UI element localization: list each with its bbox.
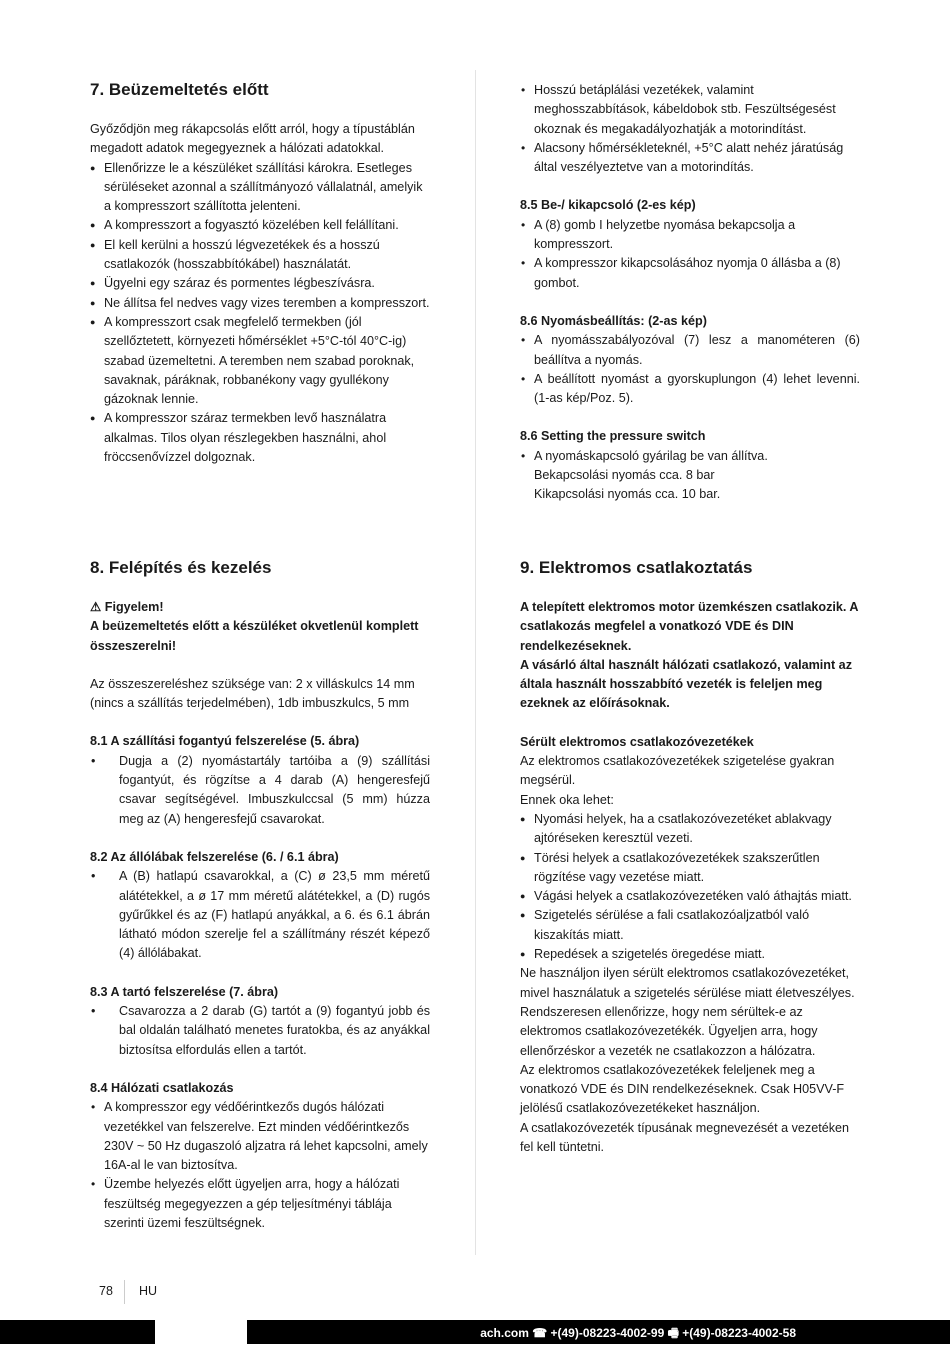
list-item: • A nyomásszabályozóval (7) lesz a manométeren (6) beállítva a nyomás. [520, 331, 860, 370]
list-item: • Hosszú betáplálási vezetékek, valamint meghosszabbítások, kábeldobok stb. Feszültségesést okoznak és megakadályozhatják a motorindítást. [520, 81, 860, 139]
list-item: ● A kompresszort csak megfelelő termekben (jól szellőztetett, környezeti hőmérséklet +5°C-tól 40°C-ig) szabad üzemeltetni. A teremben nem szabad poroknak, savaknak, páráknak, robbanékony vagy gyullékony gázoknak lennie. [90, 313, 430, 409]
damaged-cables-title: Sérült elektromos csatlakozóvezetékek [520, 734, 754, 749]
list-item: • A beállított nyomást a gyorskuplungon (4) lehet levenni. (1-as kép/Poz. 5). [520, 370, 860, 409]
list-item: • A (8) gomb I helyzetbe nyomása bekapcsolja a kompresszort. [520, 216, 860, 255]
switch-on-pressure: Bekapcsolási nyomás cca. 8 bar [534, 468, 715, 483]
section-9-bold-2: A vásárló által használt hálózati csatlakozó, valamint az általa használt hosszabbító vezeték is feleljen meg ezeknek az előírásoknak. [520, 657, 852, 711]
list-item: • Dugja a (2) nyomástartály tartóiba a (9) szállítási fogantyút, és rögzítse a 4 darab (A) hengeresfejű csavar segítségével. Imbuszkulccsal (5 mm) húzza meg az (A) hengeresfejű csavarokat. [90, 752, 430, 829]
section-8-2-title: 8.2 Az állólábak felszerelése (6. / 6.1 ábra) [90, 849, 339, 864]
section-8 [90, 557, 430, 1233]
section-9-bold-1: A telepített elektromos motor üzemkészen csatlakozik. A csatlakozás megfelel a vonatkozó VDE és DIN rendelkezéseknek. [520, 600, 859, 653]
section-8-6-list [520, 331, 860, 408]
list-item: ● Repedések a szigetelés öregedése miatt. [520, 945, 860, 964]
section-8-5-title: 8.5 Be-/ kikapcsoló (2-es kép) [520, 198, 696, 213]
right-column-top [520, 81, 860, 505]
list-item: ● Szigetelés sérülése a fali csatlakozóaljzatból való kiszakítás miatt. [520, 906, 860, 945]
section-8-title: 8. Felépítés és kezelés [90, 558, 272, 577]
paragraph: Rendszeresen ellenőrizze, hogy nem sérültek-e az elektromos csatlakozóvezetékék. Ügyeljen arra, hogy ellenőrzéskor a vezeték ne csatlakozzon a hálózatra. [520, 1004, 818, 1058]
section-8-4-list [90, 1098, 430, 1233]
section-8-6-setting-title: 8.6 Setting the pressure switch [520, 429, 706, 444]
list-item: ● Nyomási helyek, ha a csatlakozóvezetéket ablakvagy ajtóréseken keresztül vezeti. [520, 810, 860, 849]
list-item: ● A kompresszort a fogyasztó közelében kell felállítani. [90, 216, 430, 235]
section-8-3-list [90, 1002, 430, 1060]
section-8-6-title: 8.6 Nyomásbeállítás: (2-as kép) [520, 313, 707, 328]
language-code: HU [139, 1284, 158, 1298]
footer-bar [0, 1320, 950, 1344]
section-8-1-title: 8.1 A szállítási fogantyú felszerelése (5. ábra) [90, 734, 360, 749]
assembly-intro: Az összeszereléshez szüksége van: 2 x villáskulcs 14 mm (nincs a szállítás terjedelmében), 1db imbuszkulcs, 5 mm [90, 676, 415, 711]
section-7-title: 7. Beüzemeltetés előtt [90, 80, 269, 99]
list-item [520, 447, 860, 505]
list-item: ● Ellenőrizze le a készüléket szállítási károkra. Esetleges sérüléseket azonnal a szállítmányozó vállalatnál, amelyik a kompresszort szállította jelenteni. [90, 159, 430, 217]
list-item: ● Ügyelni egy száraz és pormentes légbeszívásra. [90, 274, 430, 293]
list-item: • Üzembe helyezés előtt ügyeljen arra, hogy a hálózati feszültség megegyezzen a gép teljesítményi táblája szerinti üzemi feszültségnek. [90, 1175, 430, 1233]
paragraph: Az elektromos csatlakozóvezetékek szigetelése gyakran megsérül. [520, 754, 835, 788]
section-8-3-title: 8.3 A tartó felszerelése (7. ábra) [90, 984, 279, 999]
page-number: 78 [99, 1284, 113, 1298]
section-7-intro: Győződjön meg rákapcsolás előtt arról, hogy a típustáblán megadott adatok megegyeznek a hálózati adatokkal. [90, 122, 415, 156]
warning-title: ⚠ Figyelem! [90, 600, 164, 614]
warning-text: A beüzemeltetés előtt a készüléket okvetlenül komplett összeszerelni! [90, 619, 419, 653]
list-item: ● El kell kerülni a hosszú légvezetékek és a hosszú csatlakozók (hosszabbítókábel) használatát. [90, 236, 430, 275]
footer-contact: ach.com ☎ +(49)-08223-4002-99 🖷 +(49)-08223-4002-58 [480, 1326, 796, 1340]
list-item-text: A nyomáskapcsoló gyárilag be van állítva. [534, 448, 768, 463]
damage-causes-list [520, 810, 860, 964]
section-8-2-list [90, 867, 430, 963]
page-number-separator [124, 1280, 125, 1304]
section-7-list [90, 159, 430, 468]
list-item: ● Ne állítsa fel nedves vagy vizes teremben a kompresszort. [90, 294, 430, 313]
list-item: • A (B) hatlapú csavarokkal, a (C) ø 23,5 mm méretű alátétekkel, a ø 17 mm méretű alátétekkel, a (D) rugós gyűrűkkel és az (F) hatlapú anyákkal, a 6. és 6.1 ábrán látható módon szerelje fel a szállítmány részét képező (4) állólábakat. [90, 867, 430, 963]
list-item: • Csavarozza a 2 darab (G) tartót a (9) fogantyú jobb és bal oldalán található menetes furatokba, és az anyákkal biztosítsa elfordulás ellen a tartót. [90, 1002, 430, 1060]
paragraph: Az elektromos csatlakozóvezetékek feleljenek meg a vonatkozó VDE és DIN rendelkezéseknek. Csak H05VV-F jelölésű csatlakozóvezetékeket használjon. [520, 1062, 845, 1116]
section-9-title: 9. Elektromos csatlakoztatás [520, 558, 753, 577]
section-8-5-list [520, 216, 860, 293]
list-item: • A kompresszor egy védőérintkezős dugós hálózati vezetékkel van felszerelve. Ezt minden védőérintkezős 230V ~ 50 Hz dugaszoló aljzatra rá lehet kapcsolni, amely 16A-al le van biztosítva. [90, 1098, 430, 1175]
footer-white-block [155, 1320, 247, 1344]
paragraph: Ne használjon ilyen sérült elektromos csatlakozóvezetéket, mivel használatuk a szigetelés sérülése miatt életveszélyes. [520, 966, 855, 1000]
list-item: ● A kompresszor száraz termekben levő használatra alkalmas. Tilos olyan részlegekben használni, ahol fröccsenővízzel dolgoznak. [90, 409, 430, 467]
list-item: ● Vágási helyek a csatlakozóvezetéken való áthajtás miatt. [520, 887, 860, 906]
section-9 [520, 557, 860, 1157]
section-8-6-setting-list [520, 447, 860, 505]
column-divider [475, 70, 476, 1255]
section-7-continued-list [520, 81, 860, 177]
switch-off-pressure: Kikapcsolási nyomás cca. 10 bar. [534, 487, 721, 502]
list-item: • A kompresszor kikapcsolásához nyomja 0 állásba a (8) gombot. [520, 254, 860, 293]
section-7 [90, 79, 430, 467]
list-item: • Alacsony hőmérsékleteknél, +5°C alatt nehéz járatúság által veszélyeztetve van a motorindítás. [520, 139, 860, 178]
section-8-4-title: 8.4 Hálózati csatlakozás [90, 1080, 234, 1095]
section-8-1-list [90, 752, 430, 829]
paragraph: Ennek oka lehet: [520, 792, 614, 807]
list-item: ● Törési helyek a csatlakozóvezetékek szakszerűtlen rögzítése vagy vezetése miatt. [520, 849, 860, 888]
paragraph: A csatlakozóvezeték típusának megnevezését a vezetéken fel kell tüntetni. [520, 1120, 850, 1155]
